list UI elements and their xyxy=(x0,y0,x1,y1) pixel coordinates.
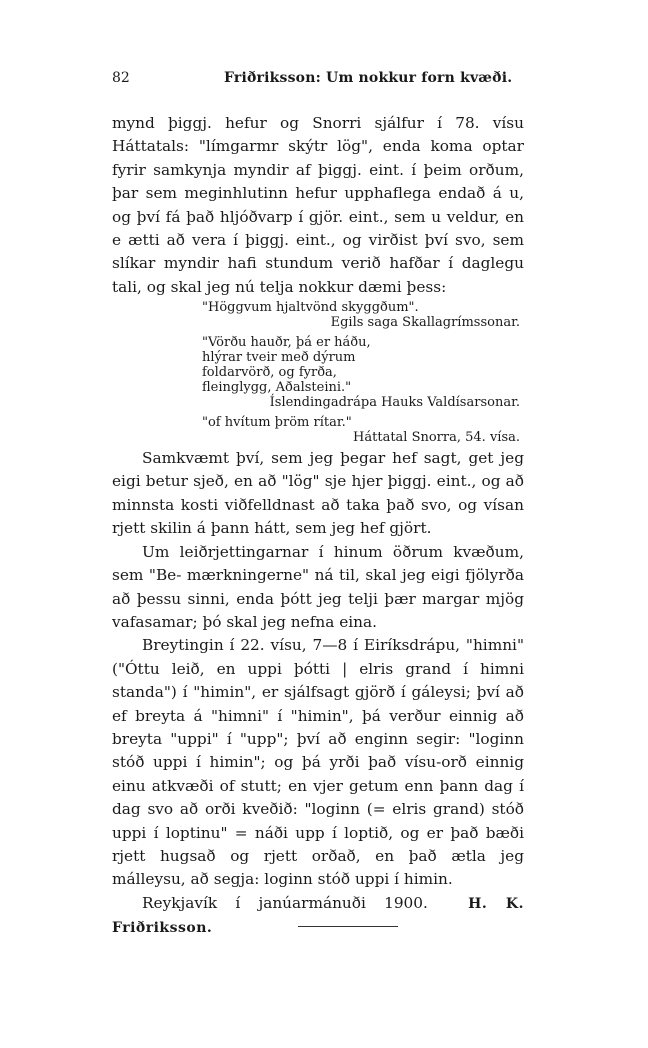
quote-line: fleinglygg, Aðalsteini." xyxy=(202,380,352,396)
text-line: mærkningerne" ná til, skal jeg eigi fjölyrða að þessu sinni, xyxy=(112,566,524,608)
signature: H. K. Friðriksson. xyxy=(112,895,524,937)
text-line: svo, sem slíkar myndir hafi stundum verið hafðar í daglegu xyxy=(112,231,524,273)
page-header xyxy=(112,70,532,90)
text-line: Um leiðrjettingarnar í hinum öðrum kvæðum, sem "Be- xyxy=(112,542,524,585)
text-line: þá verður einnig að breyta "uppi" í "upp"; því að enginn xyxy=(112,706,524,748)
closing-line xyxy=(112,892,524,941)
quote-source: Egils saga Skallagrímssonar. xyxy=(330,315,520,331)
quote-line: foldarvörð, og fyrða, xyxy=(202,365,337,381)
text-line: og rjett orðað, en það ætla jeg málleysu, að segja: loginn xyxy=(112,846,524,889)
text-line: stóð uppi í himin. xyxy=(317,870,453,889)
text-line: leið, en uppi þótti | elris grand í himni standa") í "himin", er xyxy=(112,659,524,702)
running-head: Friðriksson: Um nokkur forn kvæði. xyxy=(224,70,513,86)
quote-line: "of hvítum þröm rítar." xyxy=(202,414,352,430)
text-line: viðfelldnast að taka það svo, og vísan rjett skilin á þann xyxy=(112,495,524,538)
text-line: einnig einu atkvæði of stutt; en vjer getum enn þann dag í xyxy=(112,753,524,795)
text-line: sem u veldur, en e ætti að vera í þiggj. eint., og virðist því xyxy=(112,207,525,250)
quotations-block xyxy=(202,300,524,445)
text-line: nefna eina. xyxy=(290,612,377,631)
quote-line: hlýrar tveir með dýrum xyxy=(202,349,356,365)
quote-source: Háttatal Snorra, 54. vísa. xyxy=(353,429,520,445)
text-line: mynd þiggj. hefur og Snorri sjálfur í 78. vísu Háttatals: xyxy=(112,114,524,156)
paragraph-2 xyxy=(112,447,524,541)
text-line: sjeð, en að "lög" sje hjer þiggj. eint., og að minnsta kosti xyxy=(112,472,524,514)
paragraph-4 xyxy=(112,634,524,891)
end-rule-divider xyxy=(298,926,398,927)
quote-source: Íslendingadrápa Hauks Valdísarsonar. xyxy=(269,395,520,411)
text-line: sjálfsagt gjörð í gáleysi; því að ef breyta á "himni" í "himin", xyxy=(112,683,524,725)
text-line: Samkvæmt því, sem jeg þegar hef sagt, get jeg eigi betur xyxy=(112,449,524,491)
text-line: tali, og skal jeg nú telja nokkur dæmi þess: xyxy=(112,277,447,296)
text-line: dag svo að orði kveðið: "loginn (= elris grand) stóð uppi í xyxy=(112,800,524,842)
place-date: Reykjavík í janúarmánuði 1900. xyxy=(142,893,428,912)
text-line: enda þótt jeg telji þær margar mjög vafasamar; þó skal jeg xyxy=(112,589,524,631)
quote-line: "Höggvum hjaltvönd skyggðum". xyxy=(202,300,419,316)
page-number: 82 xyxy=(112,70,130,86)
body-text xyxy=(112,112,524,941)
text-line: segir: "loginn stóð uppi í himin"; og þá yrði það vísu-orð xyxy=(112,729,524,772)
quote-line: "Vörðu hauðr, þá er háðu, xyxy=(202,334,371,350)
text-line: Breytingin í 22. vísu, 7—8 í Eiríksdrápu, "himni" ("Óttu xyxy=(112,636,524,678)
text-line: hátt, sem jeg hef gjört. xyxy=(254,519,432,538)
text-line: upphaflega endað á u, og því fá það hljóðvarp í gjör. eint., xyxy=(112,184,525,226)
paragraph-1 xyxy=(112,112,524,299)
text-line: loptinu" = náði upp í loptið, og er það bæði rjett hugsað xyxy=(112,823,525,865)
text-line: "límgarmr skýtr lög", enda koma optar fyrir samkynja myndir xyxy=(112,137,524,179)
text-line: af þiggj. eint. í þeim orðum, þar sem meginhlutinn hefur xyxy=(112,160,524,203)
paragraph-3 xyxy=(112,541,524,635)
